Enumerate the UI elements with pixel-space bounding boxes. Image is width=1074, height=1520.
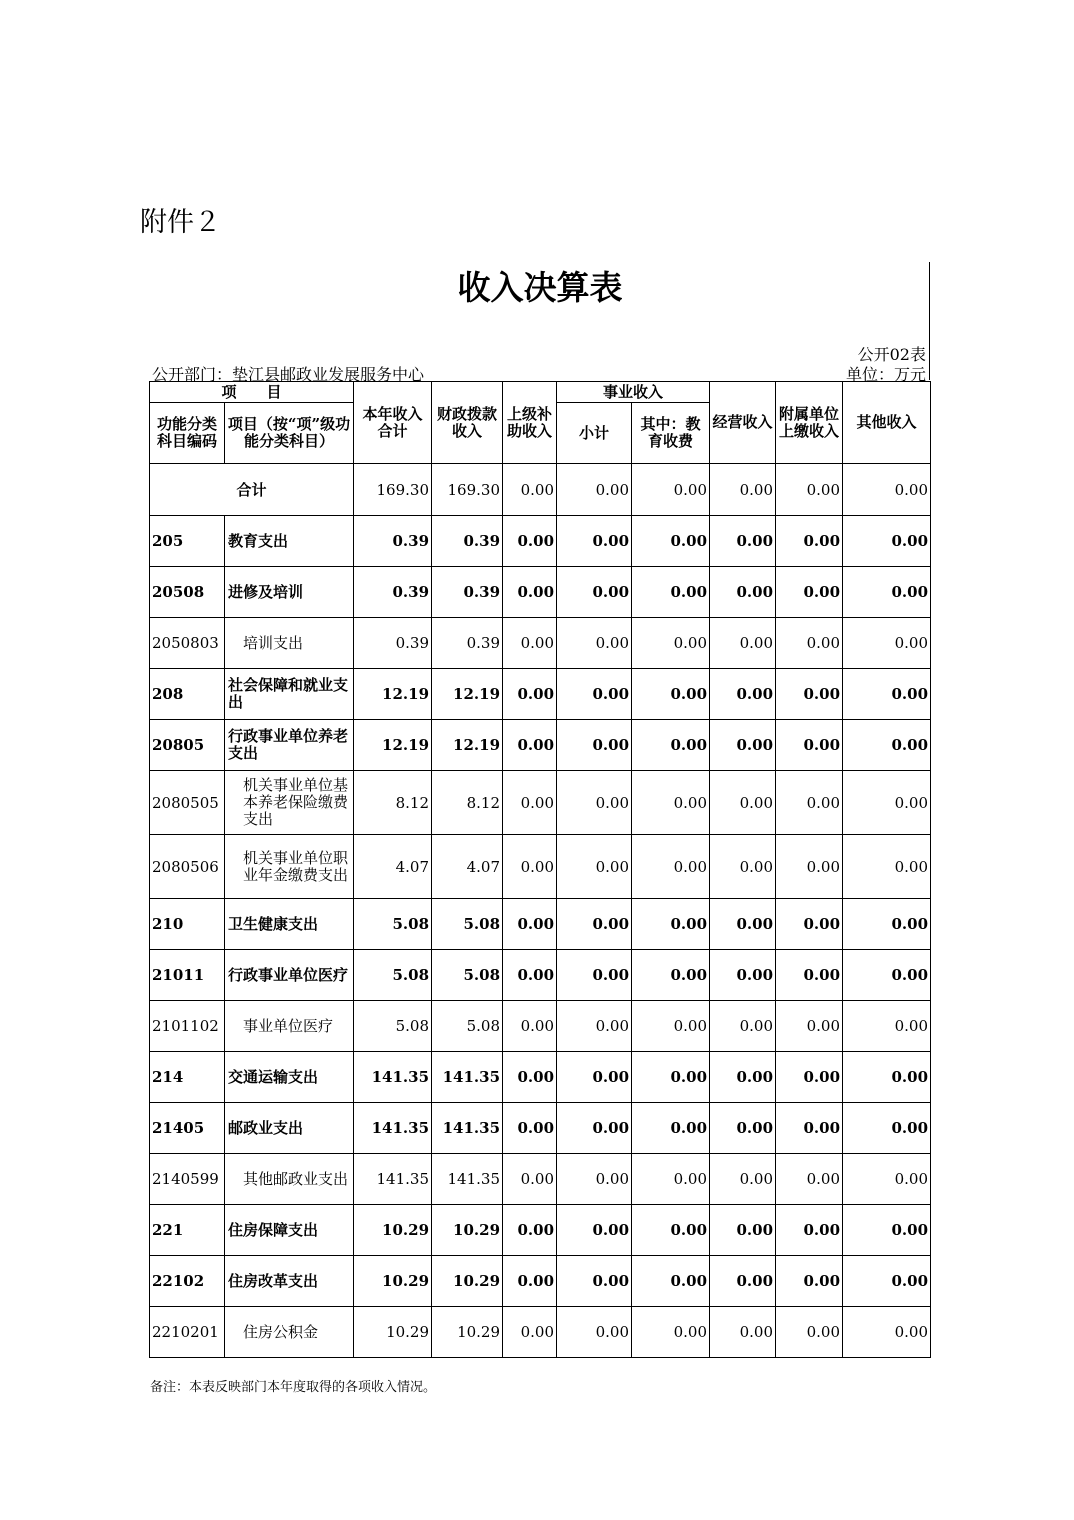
row-value: 0.00 — [557, 1154, 632, 1205]
row-value: 0.00 — [503, 835, 557, 899]
row-value: 0.00 — [632, 899, 710, 950]
row-value: 0.00 — [776, 899, 843, 950]
row-value: 0.00 — [776, 1307, 843, 1358]
row-name: 卫生健康支出 — [225, 899, 354, 950]
row-value: 0.00 — [710, 835, 776, 899]
row-value: 0.39 — [432, 516, 503, 567]
table-row — [150, 835, 931, 899]
row-value: 0.00 — [557, 1052, 632, 1103]
row-code: 205 — [150, 516, 225, 567]
row-code: 21405 — [150, 1103, 225, 1154]
total-value: 0.00 — [710, 464, 776, 516]
row-code: 2101102 — [150, 1001, 225, 1052]
row-value: 0.00 — [557, 669, 632, 720]
row-value: 0.00 — [632, 1205, 710, 1256]
row-value: 0.39 — [432, 618, 503, 669]
row-code: 20805 — [150, 720, 225, 771]
row-value: 0.39 — [354, 516, 432, 567]
total-value: 0.00 — [776, 464, 843, 516]
row-code: 20508 — [150, 567, 225, 618]
row-value: 0.00 — [776, 1001, 843, 1052]
unit-label: 单位：万元 — [845, 365, 926, 384]
table-row — [150, 1307, 931, 1358]
row-value: 0.00 — [503, 1307, 557, 1358]
row-value: 0.00 — [843, 771, 931, 835]
footnote: 备注：本表反映部门本年度取得的各项收入情况。 — [150, 1380, 437, 1395]
row-value: 0.00 — [843, 1154, 931, 1205]
row-value: 0.00 — [776, 1052, 843, 1103]
row-name: 进修及培训 — [225, 567, 354, 618]
row-value: 0.00 — [843, 669, 931, 720]
row-value: 0.00 — [843, 1307, 931, 1358]
row-value: 0.00 — [557, 567, 632, 618]
row-value: 0.00 — [632, 516, 710, 567]
row-value: 4.07 — [432, 835, 503, 899]
table-row — [150, 1001, 931, 1052]
row-name: 其他邮政业支出 — [225, 1154, 354, 1205]
row-value: 0.00 — [503, 1001, 557, 1052]
row-value: 12.19 — [354, 720, 432, 771]
row-value: 0.00 — [776, 950, 843, 1001]
row-value: 0.00 — [710, 1256, 776, 1307]
row-value: 10.29 — [354, 1205, 432, 1256]
table-row — [150, 720, 931, 771]
row-name: 住房公积金 — [225, 1307, 354, 1358]
row-value: 0.00 — [843, 1001, 931, 1052]
department-label: 公开部门：垫江县邮政业发展服务中心 — [152, 365, 425, 384]
row-value: 0.00 — [710, 1205, 776, 1256]
row-value: 5.08 — [354, 1001, 432, 1052]
attachment-label: 附件２ — [140, 207, 221, 238]
row-name: 机关事业单位基本养老保险缴费支出 — [225, 771, 354, 835]
header-annual-income-total: 本年收入合计 — [354, 382, 432, 464]
table-row — [150, 771, 931, 835]
row-value: 0.39 — [432, 567, 503, 618]
row-value: 5.08 — [354, 899, 432, 950]
row-value: 12.19 — [432, 720, 503, 771]
row-value: 0.00 — [557, 835, 632, 899]
row-value: 0.00 — [843, 835, 931, 899]
row-value: 0.00 — [503, 899, 557, 950]
row-code: 2080505 — [150, 771, 225, 835]
row-value: 0.00 — [843, 1103, 931, 1154]
total-value: 0.00 — [843, 464, 931, 516]
row-value: 0.00 — [632, 1154, 710, 1205]
row-value: 0.39 — [354, 618, 432, 669]
row-value: 0.00 — [710, 771, 776, 835]
row-code: 2210201 — [150, 1307, 225, 1358]
row-value: 0.00 — [557, 1256, 632, 1307]
table-row — [150, 1103, 931, 1154]
row-value: 0.00 — [843, 618, 931, 669]
row-code: 2140599 — [150, 1154, 225, 1205]
row-value: 0.00 — [557, 771, 632, 835]
header-subtotal: 小计 — [557, 403, 632, 464]
row-value: 0.00 — [776, 835, 843, 899]
row-name: 行政事业单位医疗 — [225, 950, 354, 1001]
row-name: 住房保障支出 — [225, 1205, 354, 1256]
header-higher-subsidy: 上级补助收入 — [503, 382, 557, 464]
row-value: 0.00 — [710, 950, 776, 1001]
table-row — [150, 618, 931, 669]
table-row — [150, 1154, 931, 1205]
row-value: 0.00 — [632, 1052, 710, 1103]
table-row — [150, 567, 931, 618]
row-value: 0.00 — [843, 516, 931, 567]
header-func-code: 功能分类科目编码 — [150, 403, 225, 464]
table-row — [150, 669, 931, 720]
row-value: 0.00 — [710, 618, 776, 669]
row-value: 0.00 — [557, 1103, 632, 1154]
row-value: 0.00 — [710, 720, 776, 771]
header-item: 项 目 — [150, 382, 354, 403]
page-title: 收入决算表 — [457, 268, 623, 307]
row-value: 0.00 — [503, 669, 557, 720]
row-value: 0.00 — [632, 1307, 710, 1358]
row-value: 5.08 — [432, 950, 503, 1001]
row-value: 5.08 — [354, 950, 432, 1001]
row-code: 210 — [150, 899, 225, 950]
row-value: 0.00 — [710, 1052, 776, 1103]
row-code: 22102 — [150, 1256, 225, 1307]
row-code: 208 — [150, 669, 225, 720]
row-value: 12.19 — [432, 669, 503, 720]
row-code: 2050803 — [150, 618, 225, 669]
row-value: 8.12 — [354, 771, 432, 835]
row-name: 交通运输支出 — [225, 1052, 354, 1103]
row-value: 0.00 — [557, 516, 632, 567]
row-value: 0.00 — [776, 669, 843, 720]
row-value: 0.00 — [710, 516, 776, 567]
row-value: 141.35 — [432, 1052, 503, 1103]
row-value: 0.39 — [354, 567, 432, 618]
row-value: 0.00 — [776, 567, 843, 618]
row-name: 邮政业支出 — [225, 1103, 354, 1154]
header-education-fee: 其中：教育收费 — [632, 403, 710, 464]
row-value: 0.00 — [776, 1256, 843, 1307]
row-value: 0.00 — [843, 720, 931, 771]
row-code: 2080506 — [150, 835, 225, 899]
row-value: 0.00 — [557, 950, 632, 1001]
row-value: 0.00 — [503, 771, 557, 835]
row-value: 0.00 — [632, 669, 710, 720]
row-value: 0.00 — [776, 720, 843, 771]
row-value: 0.00 — [503, 1103, 557, 1154]
row-value: 0.00 — [632, 1103, 710, 1154]
row-value: 0.00 — [557, 899, 632, 950]
table-row-total — [150, 464, 931, 516]
header-fiscal-allocation: 财政拨款收入 — [432, 382, 503, 464]
row-code: 221 — [150, 1205, 225, 1256]
row-value: 0.00 — [632, 618, 710, 669]
row-value: 10.29 — [432, 1256, 503, 1307]
header-business-income: 事业收入 — [557, 382, 710, 403]
row-code: 21011 — [150, 950, 225, 1001]
row-value: 0.00 — [710, 1103, 776, 1154]
row-value: 141.35 — [354, 1103, 432, 1154]
row-value: 0.00 — [843, 567, 931, 618]
total-label: 合计 — [150, 464, 354, 516]
row-value: 0.00 — [503, 567, 557, 618]
row-value: 0.00 — [503, 1256, 557, 1307]
row-value: 0.00 — [632, 1001, 710, 1052]
total-value: 169.30 — [354, 464, 432, 516]
row-name: 社会保障和就业支出 — [225, 669, 354, 720]
row-value: 0.00 — [843, 1205, 931, 1256]
row-value: 0.00 — [710, 669, 776, 720]
row-value: 0.00 — [776, 1103, 843, 1154]
total-value: 169.30 — [432, 464, 503, 516]
row-value: 0.00 — [503, 720, 557, 771]
row-value: 10.29 — [354, 1307, 432, 1358]
row-value: 0.00 — [710, 899, 776, 950]
row-value: 0.00 — [503, 1205, 557, 1256]
row-value: 0.00 — [843, 950, 931, 1001]
total-value: 0.00 — [632, 464, 710, 516]
row-value: 5.08 — [432, 1001, 503, 1052]
row-value: 0.00 — [503, 516, 557, 567]
row-value: 0.00 — [557, 1001, 632, 1052]
row-value: 0.00 — [776, 771, 843, 835]
row-value: 0.00 — [776, 516, 843, 567]
header-item-name: 项目（按“项”级功能分类科目） — [225, 403, 354, 464]
row-code: 214 — [150, 1052, 225, 1103]
row-value: 0.00 — [557, 1307, 632, 1358]
row-value: 0.00 — [557, 618, 632, 669]
table-row — [150, 1052, 931, 1103]
header-other-income: 其他收入 — [843, 382, 931, 464]
income-table — [149, 381, 931, 1358]
row-value: 141.35 — [432, 1103, 503, 1154]
row-value: 0.00 — [776, 618, 843, 669]
row-value: 0.00 — [503, 950, 557, 1001]
row-name: 事业单位医疗 — [225, 1001, 354, 1052]
table-row — [150, 899, 931, 950]
row-value: 141.35 — [354, 1154, 432, 1205]
row-value: 0.00 — [557, 1205, 632, 1256]
table-row — [150, 1205, 931, 1256]
row-value: 0.00 — [632, 771, 710, 835]
row-value: 0.00 — [776, 1205, 843, 1256]
divider-line — [929, 262, 930, 380]
row-name: 行政事业单位养老支出 — [225, 720, 354, 771]
row-value: 5.08 — [432, 899, 503, 950]
table-row — [150, 950, 931, 1001]
row-value: 0.00 — [710, 1307, 776, 1358]
row-value: 0.00 — [632, 720, 710, 771]
row-value: 0.00 — [843, 1052, 931, 1103]
row-value: 0.00 — [503, 1052, 557, 1103]
table-row — [150, 1256, 931, 1307]
row-value: 141.35 — [432, 1154, 503, 1205]
row-name: 机关事业单位职业年金缴费支出 — [225, 835, 354, 899]
row-value: 12.19 — [354, 669, 432, 720]
row-value: 0.00 — [843, 899, 931, 950]
row-value: 0.00 — [632, 1256, 710, 1307]
row-name: 住房改革支出 — [225, 1256, 354, 1307]
row-value: 0.00 — [557, 720, 632, 771]
form-number: 公开02表 — [857, 345, 926, 364]
row-value: 4.07 — [354, 835, 432, 899]
row-value: 0.00 — [710, 1001, 776, 1052]
row-value: 141.35 — [354, 1052, 432, 1103]
row-value: 8.12 — [432, 771, 503, 835]
row-name: 教育支出 — [225, 516, 354, 567]
row-value: 0.00 — [503, 618, 557, 669]
row-value: 10.29 — [432, 1205, 503, 1256]
row-value: 0.00 — [776, 1154, 843, 1205]
header-affiliated-income: 附属单位上缴收入 — [776, 382, 843, 464]
row-value: 10.29 — [432, 1307, 503, 1358]
total-value: 0.00 — [503, 464, 557, 516]
total-value: 0.00 — [557, 464, 632, 516]
table-row — [150, 516, 931, 567]
row-value: 0.00 — [710, 1154, 776, 1205]
row-value: 0.00 — [632, 950, 710, 1001]
row-name: 培训支出 — [225, 618, 354, 669]
row-value: 0.00 — [632, 835, 710, 899]
row-value: 0.00 — [503, 1154, 557, 1205]
row-value: 0.00 — [710, 567, 776, 618]
row-value: 10.29 — [354, 1256, 432, 1307]
header-operating-income: 经营收入 — [710, 382, 776, 464]
row-value: 0.00 — [843, 1256, 931, 1307]
row-value: 0.00 — [632, 567, 710, 618]
